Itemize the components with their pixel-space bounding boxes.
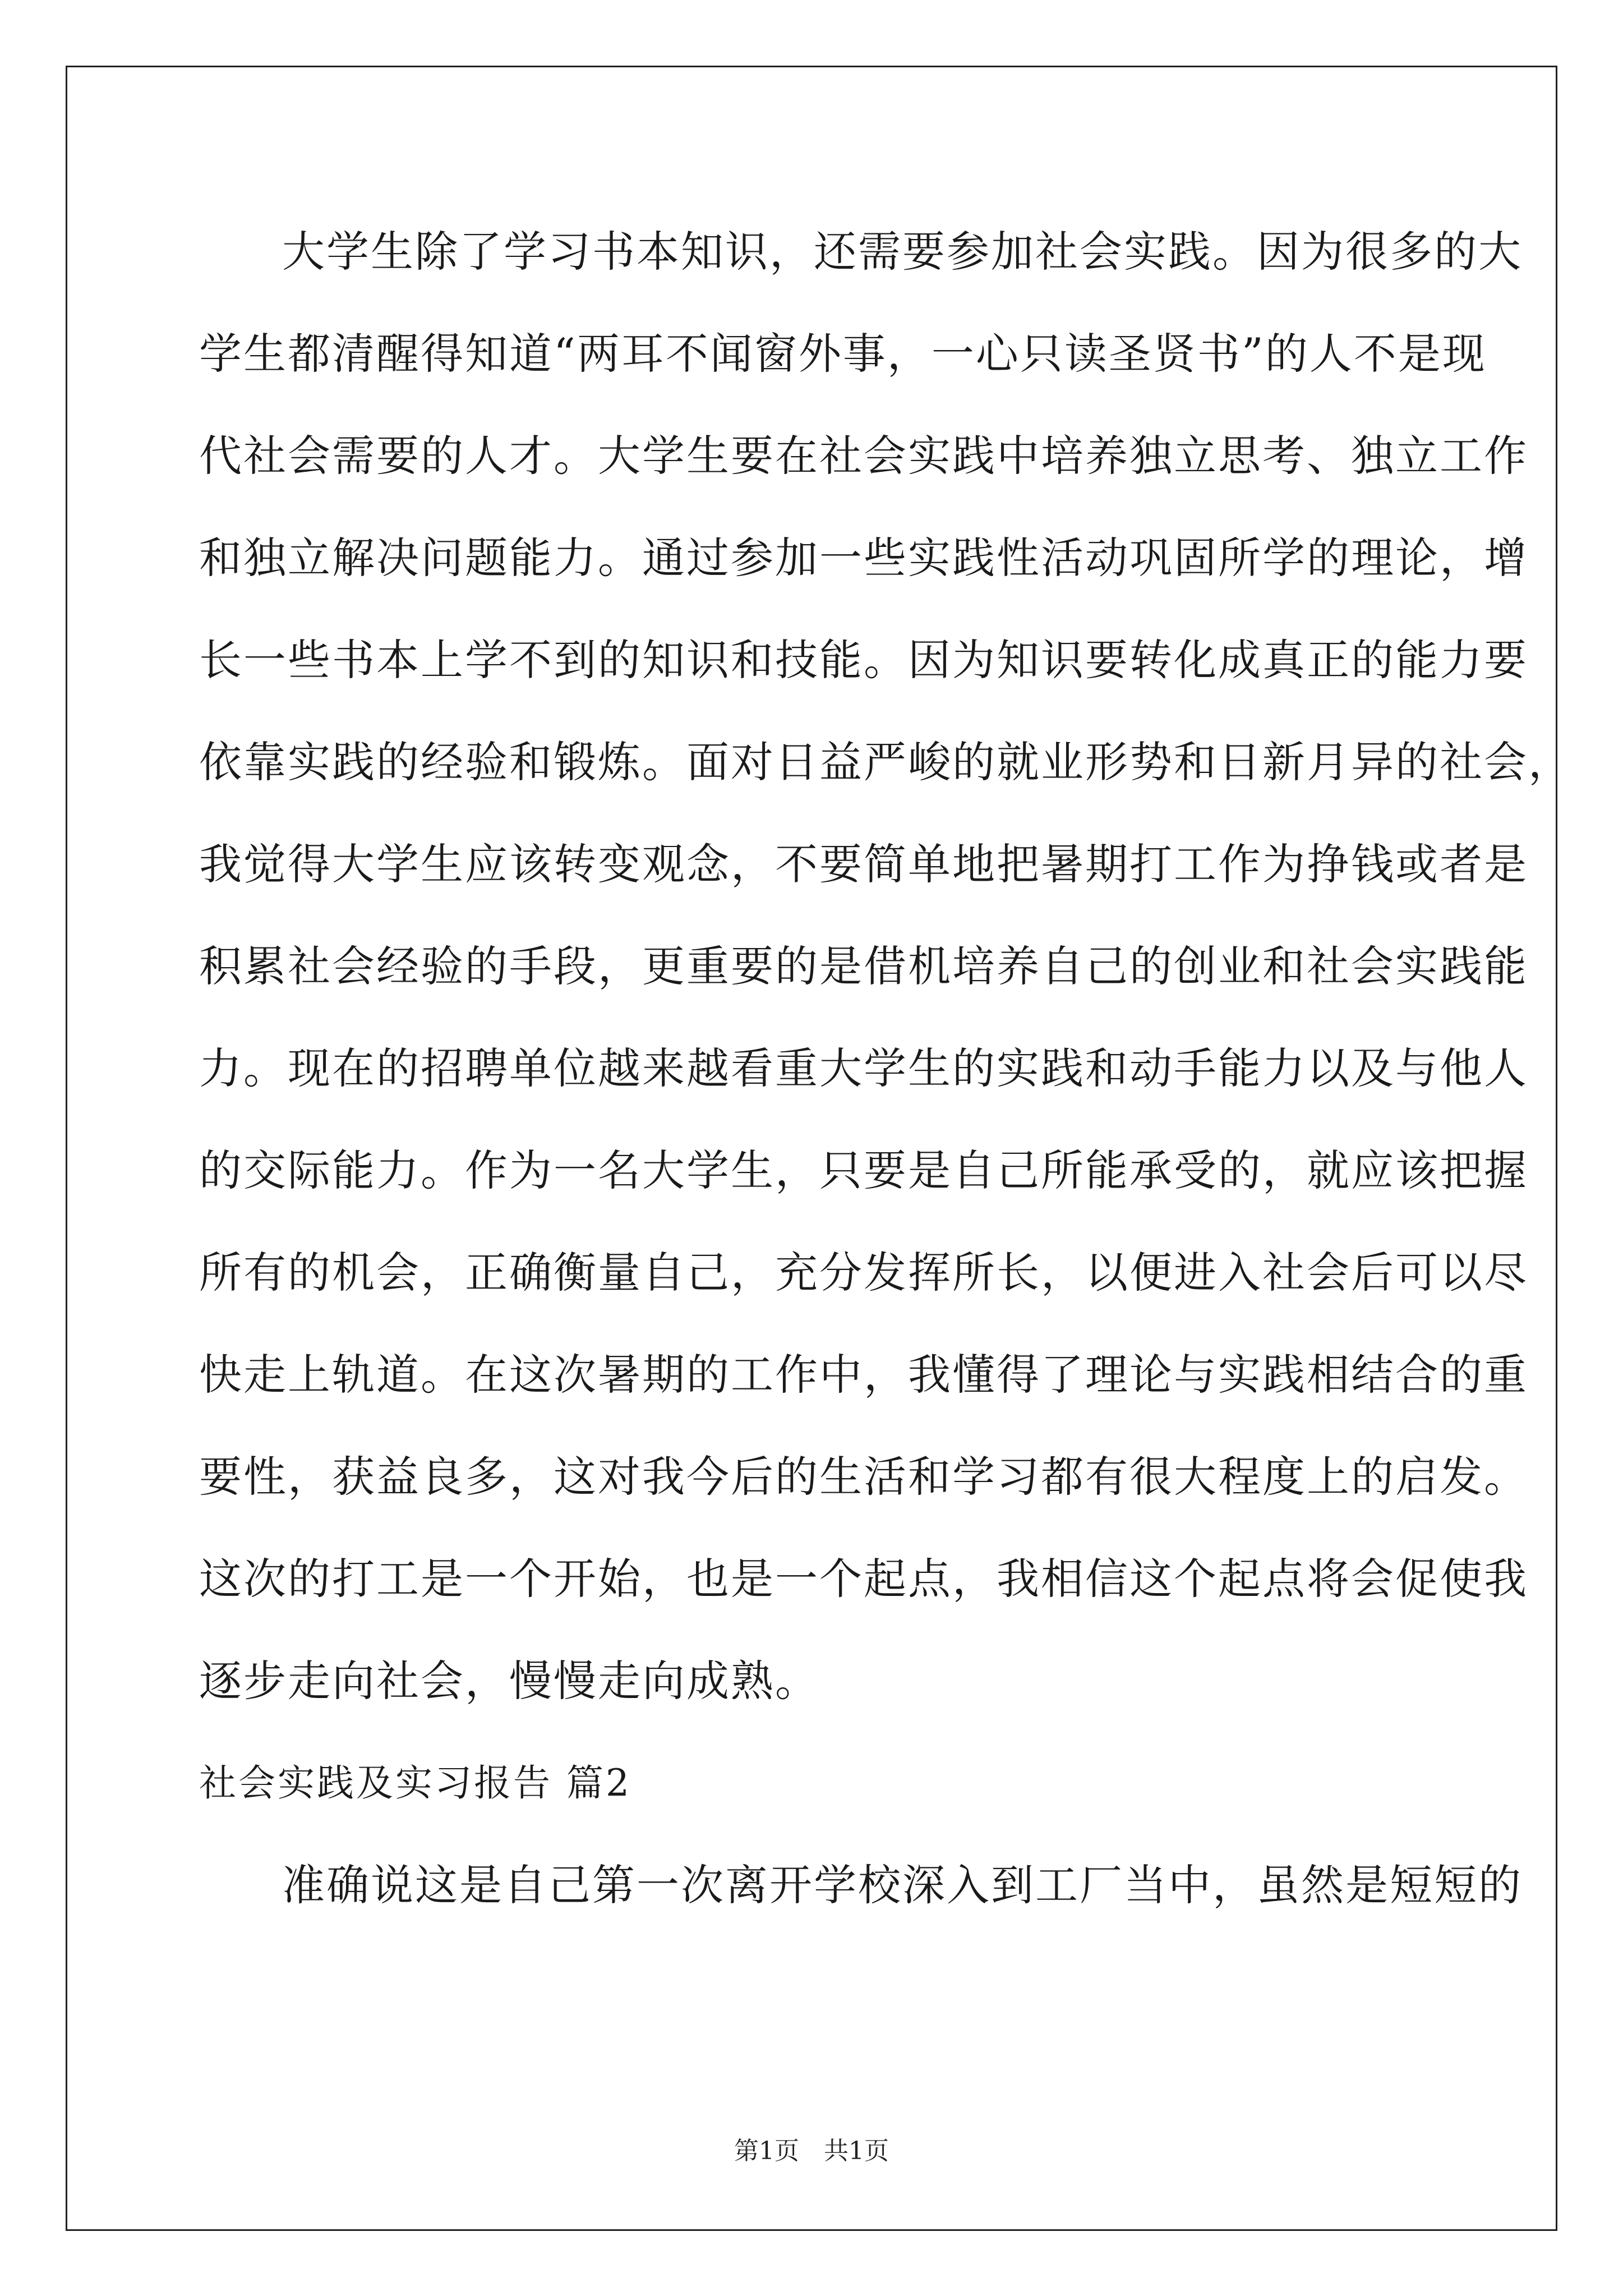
text-line: 要性，获益良多，这对我今后的生活和学习都有很大程度上的启发。 <box>199 1452 1528 1502</box>
text-line: 所有的机会，正确衡量自己，充分发挥所长，以便进入社会后可以尽 <box>199 1248 1528 1297</box>
paragraph-1 <box>199 201 1573 1732</box>
text-line: 的交际能力。作为一名大学生，只要是自己所能承受的，就应该把握 <box>199 1145 1528 1195</box>
section-heading: 社会实践及实习报告 篇2 <box>199 1761 631 1805</box>
text-line: 和独立解决问题能力。通过参加一些实践性活动巩固所学的理论，增 <box>199 533 1528 583</box>
text-line: 长一些书本上学不到的知识和技能。因为知识要转化成真正的能力要 <box>199 635 1528 685</box>
text-line: 这次的打工是一个开始，也是一个起点，我相信这个起点将会促使我 <box>199 1554 1528 1604</box>
page-footer: 第1页 共1页 <box>734 2137 889 2165</box>
text-line: 积累社会经验的手段，更重要的是借机培养自己的创业和社会实践能 <box>199 941 1528 991</box>
text-line: 代社会需要的人才。大学生要在社会实践中培养独立思考、独立工作 <box>199 431 1528 481</box>
document-body <box>199 201 1573 1936</box>
text-line: 我觉得大学生应该转变观念，不要简单地把暑期打工作为挣钱或者是 <box>199 839 1528 889</box>
text-line: 快走上轨道。在这次暑期的工作中，我懂得了理论与实践相结合的重 <box>199 1350 1528 1400</box>
paragraph-2 <box>199 1834 1523 1936</box>
text-line: 逐步走向社会，慢慢走向成熟。 <box>199 1656 819 1706</box>
text-line: 准确说这是自己第一次离开学校深入到工厂当中，虽然是短短的 <box>282 1860 1523 1910</box>
text-line: 力。现在的招聘单位越来越看重大学生的实践和动手能力以及与他人 <box>199 1043 1528 1093</box>
text-line: 学生都清醒得知道“两耳不闻窗外事，一心只读圣贤书”的人不是现 <box>199 329 1487 379</box>
text-line: 依靠实践的经验和锻炼。面对日益严峻的就业形势和日新月异的社会， <box>199 737 1573 787</box>
text-line: 大学生除了学习书本知识，还需要参加社会实践。因为很多的大 <box>282 227 1523 277</box>
